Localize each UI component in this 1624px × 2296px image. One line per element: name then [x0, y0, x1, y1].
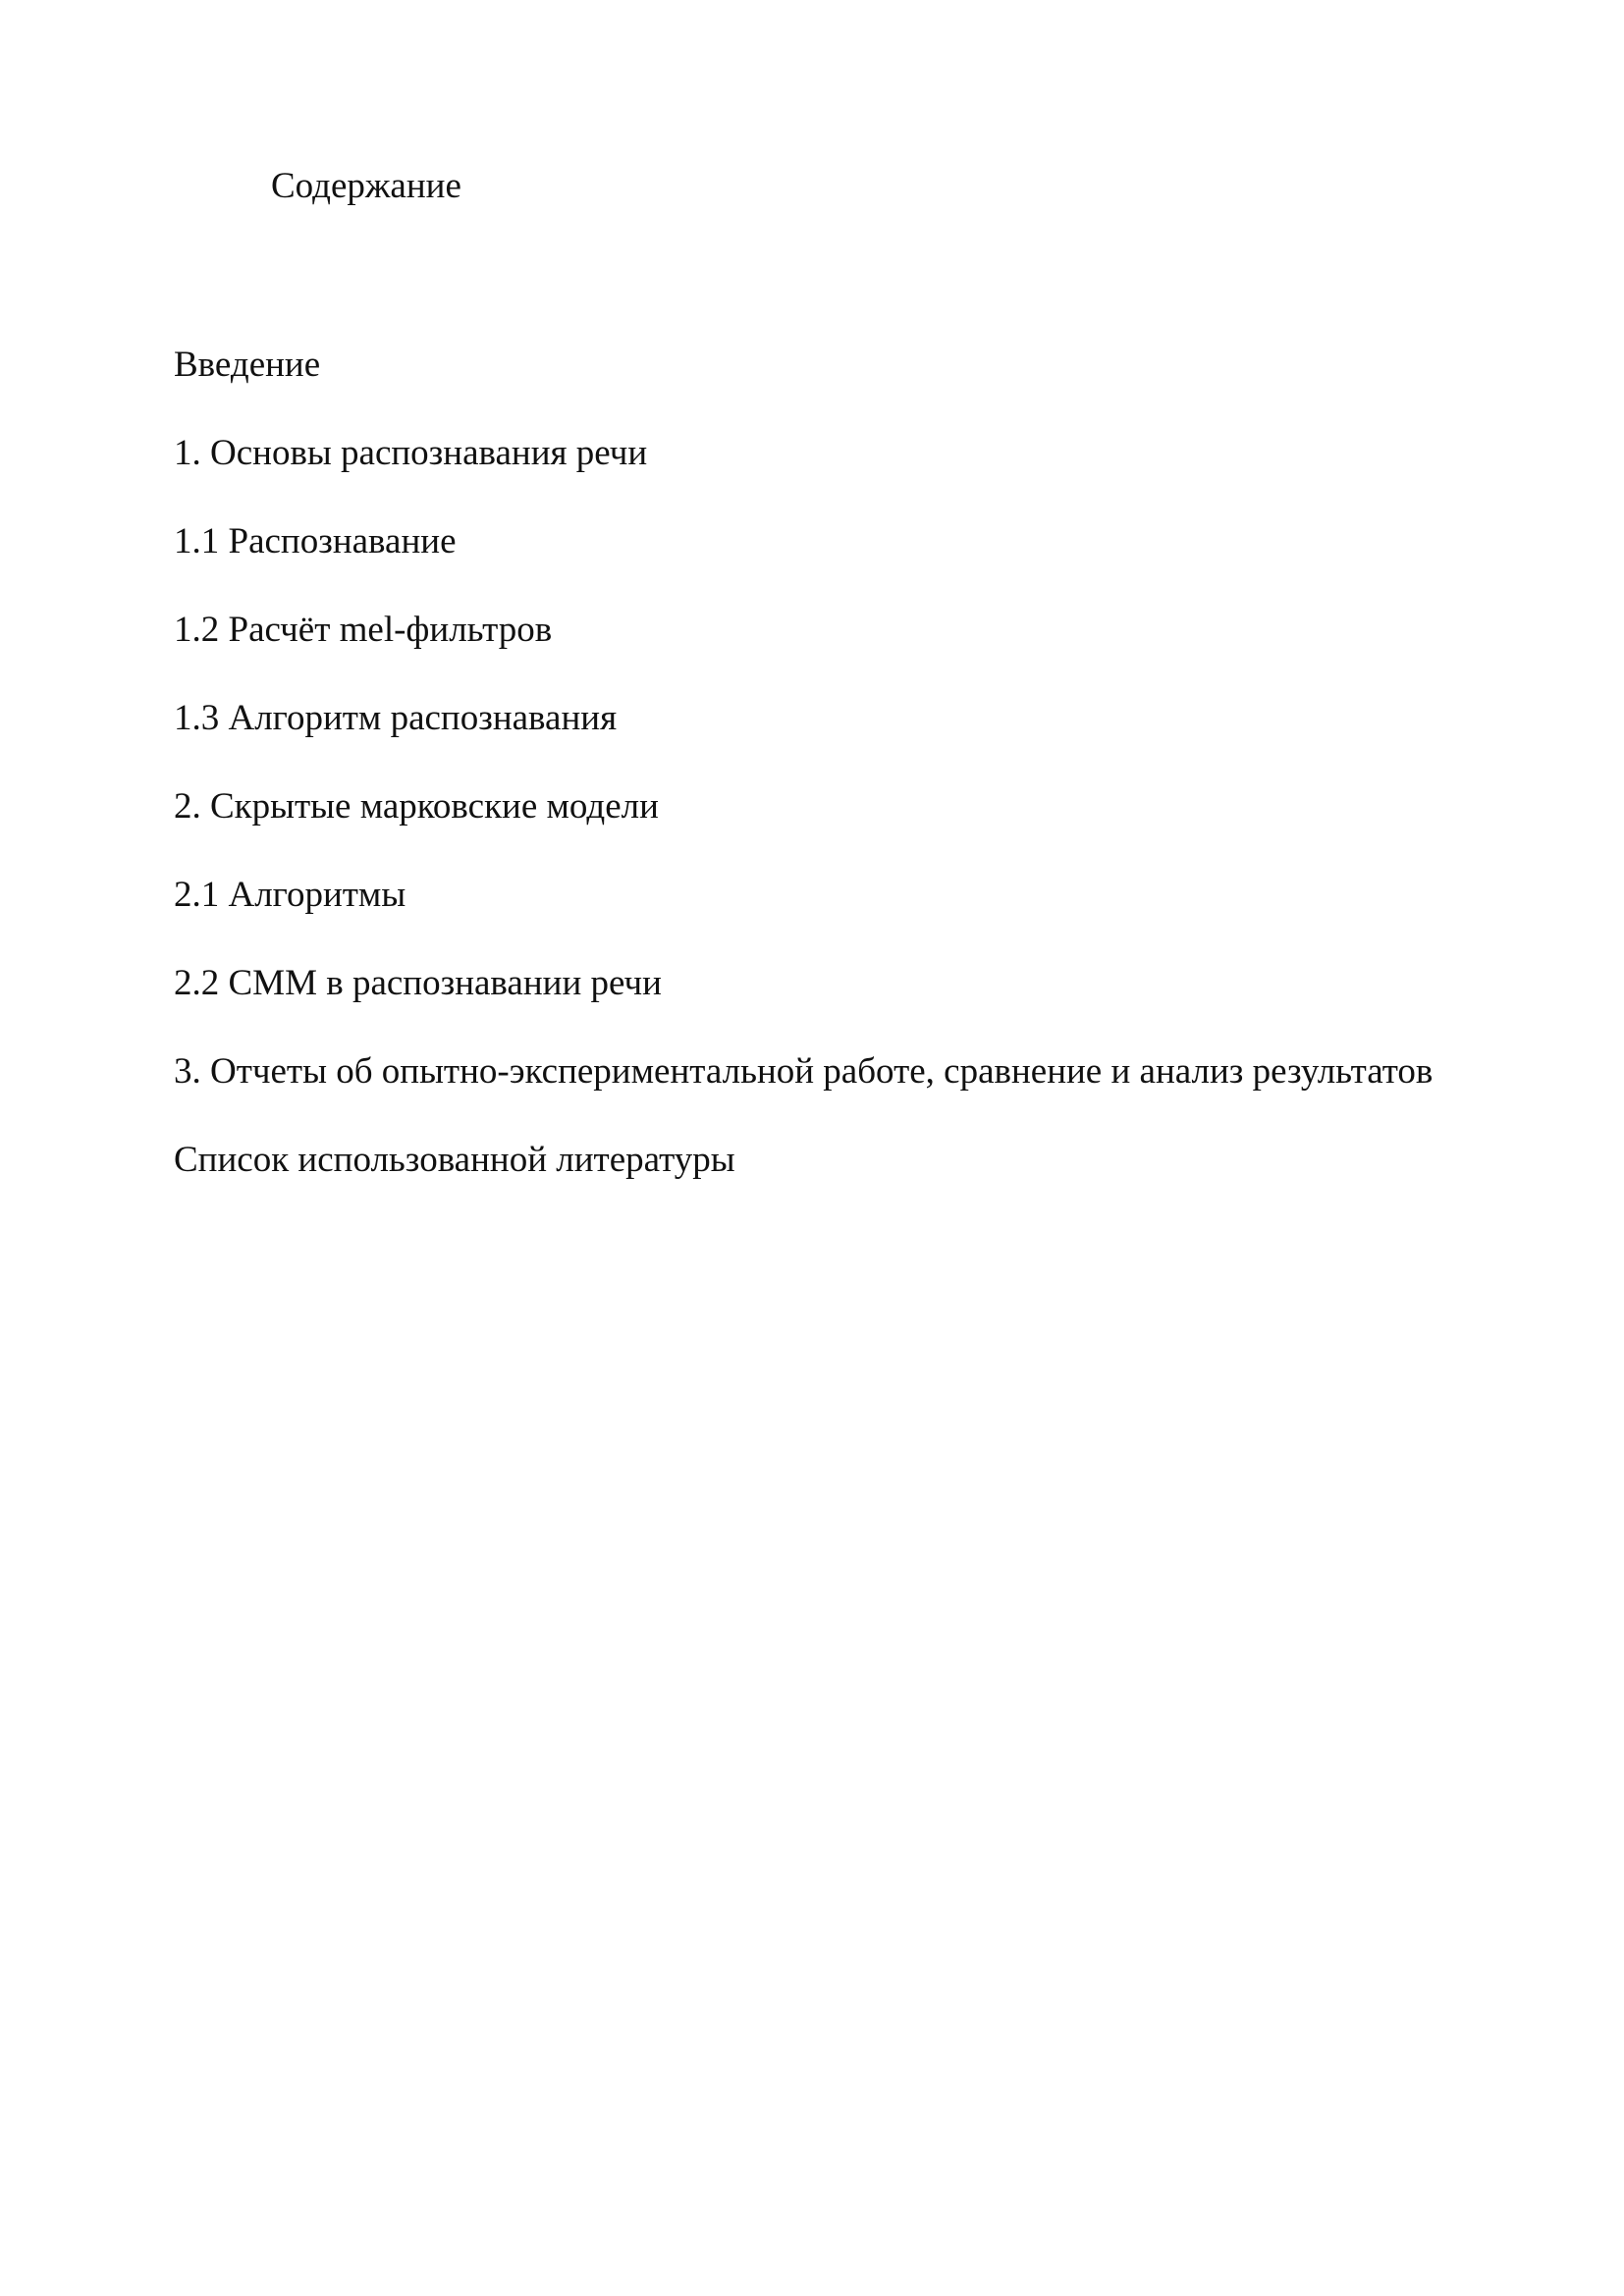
toc-entry-section-2-2: 2.2 СММ в распознавании речи [174, 963, 662, 1003]
toc-entry-section-2-1: 2.1 Алгоритмы [174, 875, 406, 915]
page-title: Содержание [271, 166, 461, 206]
toc-entry-references: Список использованной литературы [174, 1140, 735, 1180]
toc-entry-section-1-2: 1.2 Расчёт mel-фильтров [174, 610, 553, 650]
toc-entry-section-1-1: 1.1 Распознавание [174, 521, 457, 561]
table-of-contents [174, 344, 1433, 1227]
toc-entry-introduction: Введение [174, 345, 321, 385]
toc-entry-section-1-3: 1.3 Алгоритм распознавания [174, 698, 618, 738]
toc-entry-chapter-2: 2. Скрытые марковские модели [174, 786, 659, 827]
toc-entry-chapter-1: 1. Основы распознавания речи [174, 433, 648, 473]
toc-entry-chapter-3: 3. Отчеты об опытно-экспериментальной работе, сравнение и анализ результатов [174, 1051, 1434, 1092]
